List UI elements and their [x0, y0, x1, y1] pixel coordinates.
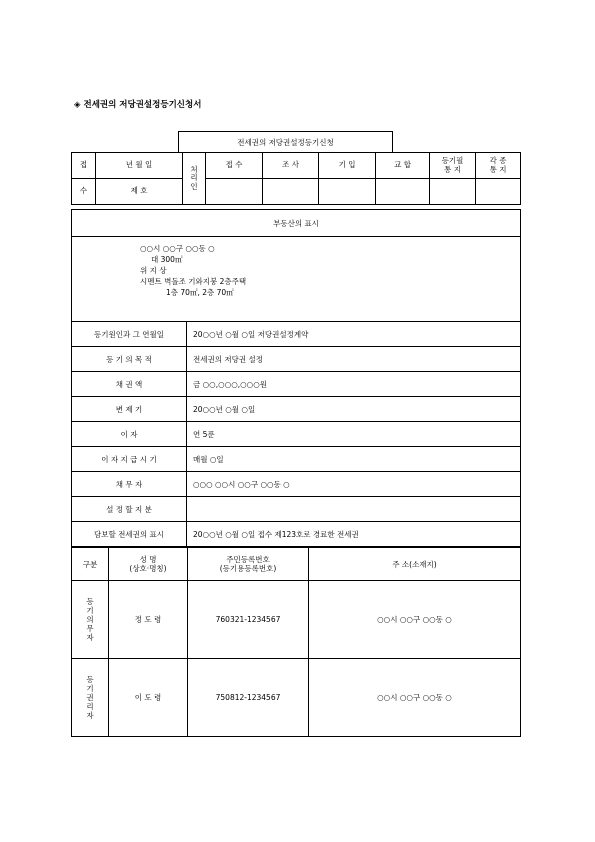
property-line: 대 300㎡ [151, 255, 183, 264]
property-line: 위 지 상 [140, 266, 167, 275]
field-label: 설 정 할 지 분 [72, 497, 187, 522]
cell-receive[interactable] [206, 179, 263, 205]
property-heading: 부동산의 표시 [72, 210, 521, 237]
field-label: 채 권 액 [72, 372, 187, 397]
property-line: ○○시 ○○구 ○○동 ○ [140, 244, 215, 253]
field-value[interactable]: ○○○ ○○시 ○○구 ○○동 ○ [187, 472, 521, 497]
party-name[interactable]: 정 도 령 [109, 581, 188, 659]
receive-label-2: 수 [72, 179, 96, 205]
header-division: 구분 [72, 548, 109, 581]
party-address[interactable]: ○○시 ○○구 ○○동 ○ [309, 581, 521, 659]
party-division: 등 기 권 리 자 [72, 659, 109, 737]
field-value[interactable]: 전세권의 저당권 설정 [187, 347, 521, 372]
header-name: 성 명 (상호·명칭) [109, 548, 188, 581]
party-id[interactable]: 750812-1234567 [188, 659, 309, 737]
party-id[interactable]: 760321-1234567 [188, 581, 309, 659]
cell-collate[interactable] [376, 179, 430, 205]
receive-label: 접 [72, 153, 96, 179]
receipt-table [71, 152, 521, 205]
col-notice-various: 각 종 통 지 [476, 153, 521, 179]
col-entry: 기 입 [319, 153, 376, 179]
cell-investigate[interactable] [263, 179, 319, 205]
process-char: 인 [190, 181, 198, 191]
document-title: ◈ 전세권의 저당권설정등기신청서 [74, 100, 202, 110]
field-label: 변 제 기 [72, 397, 187, 422]
party-division: 등 기 의 무 자 [72, 581, 109, 659]
field-label: 등기원인과 그 연월일 [72, 322, 187, 347]
field-value[interactable]: 매월 ○일 [187, 447, 521, 472]
cell-notice-various[interactable] [476, 179, 521, 205]
property-line: 시멘트 벽돌조 기와지붕 2층주택 [140, 277, 247, 286]
number-label: 제 호 [96, 179, 183, 205]
application-table [71, 209, 521, 547]
field-label: 이 자 지 급 시 기 [72, 447, 187, 472]
process-char: 처 [190, 165, 198, 175]
field-value[interactable]: 금 ○○,○○○,○○○원 [187, 372, 521, 397]
field-value[interactable]: 연 5푼 [187, 422, 521, 447]
process-label [183, 153, 206, 205]
property-line: 1층 70㎡, 2층 70㎡ [166, 288, 234, 297]
field-value[interactable]: 20○○년 ○월 ○일 접수 제123호로 경료한 전세권 [187, 522, 521, 547]
field-value[interactable]: 20○○년 ○월 ○일 저당권설정계약 [187, 322, 521, 347]
field-label: 등 기 의 목 적 [72, 347, 187, 372]
field-label: 채 무 자 [72, 472, 187, 497]
field-label: 담보할 전세권의 표시 [72, 522, 187, 547]
field-value[interactable]: 20○○년 ○월 ○일 [187, 397, 521, 422]
col-receive: 접 수 [206, 153, 263, 179]
party-name[interactable]: 이 도 령 [109, 659, 188, 737]
receipt-heading: 전세권의 저당권설정등기신청 [178, 131, 393, 152]
parties-table [71, 547, 521, 737]
col-investigate: 조 사 [263, 153, 319, 179]
property-description [72, 237, 521, 322]
field-label: 이 자 [72, 422, 187, 447]
party-address[interactable]: ○○시 ○○구 ○○동 ○ [309, 659, 521, 737]
date-label: 년 월 일 [96, 153, 183, 179]
cell-entry[interactable] [319, 179, 376, 205]
process-char: 리 [190, 173, 198, 183]
header-id: 주민등록번호 (등기용등록번호) [188, 548, 309, 581]
cell-notice-complete[interactable] [430, 179, 476, 205]
header-address: 주 소(소재지) [309, 548, 521, 581]
field-value[interactable] [187, 497, 521, 522]
col-notice-complete: 등기필 통 지 [430, 153, 476, 179]
col-collate: 교 합 [376, 153, 430, 179]
